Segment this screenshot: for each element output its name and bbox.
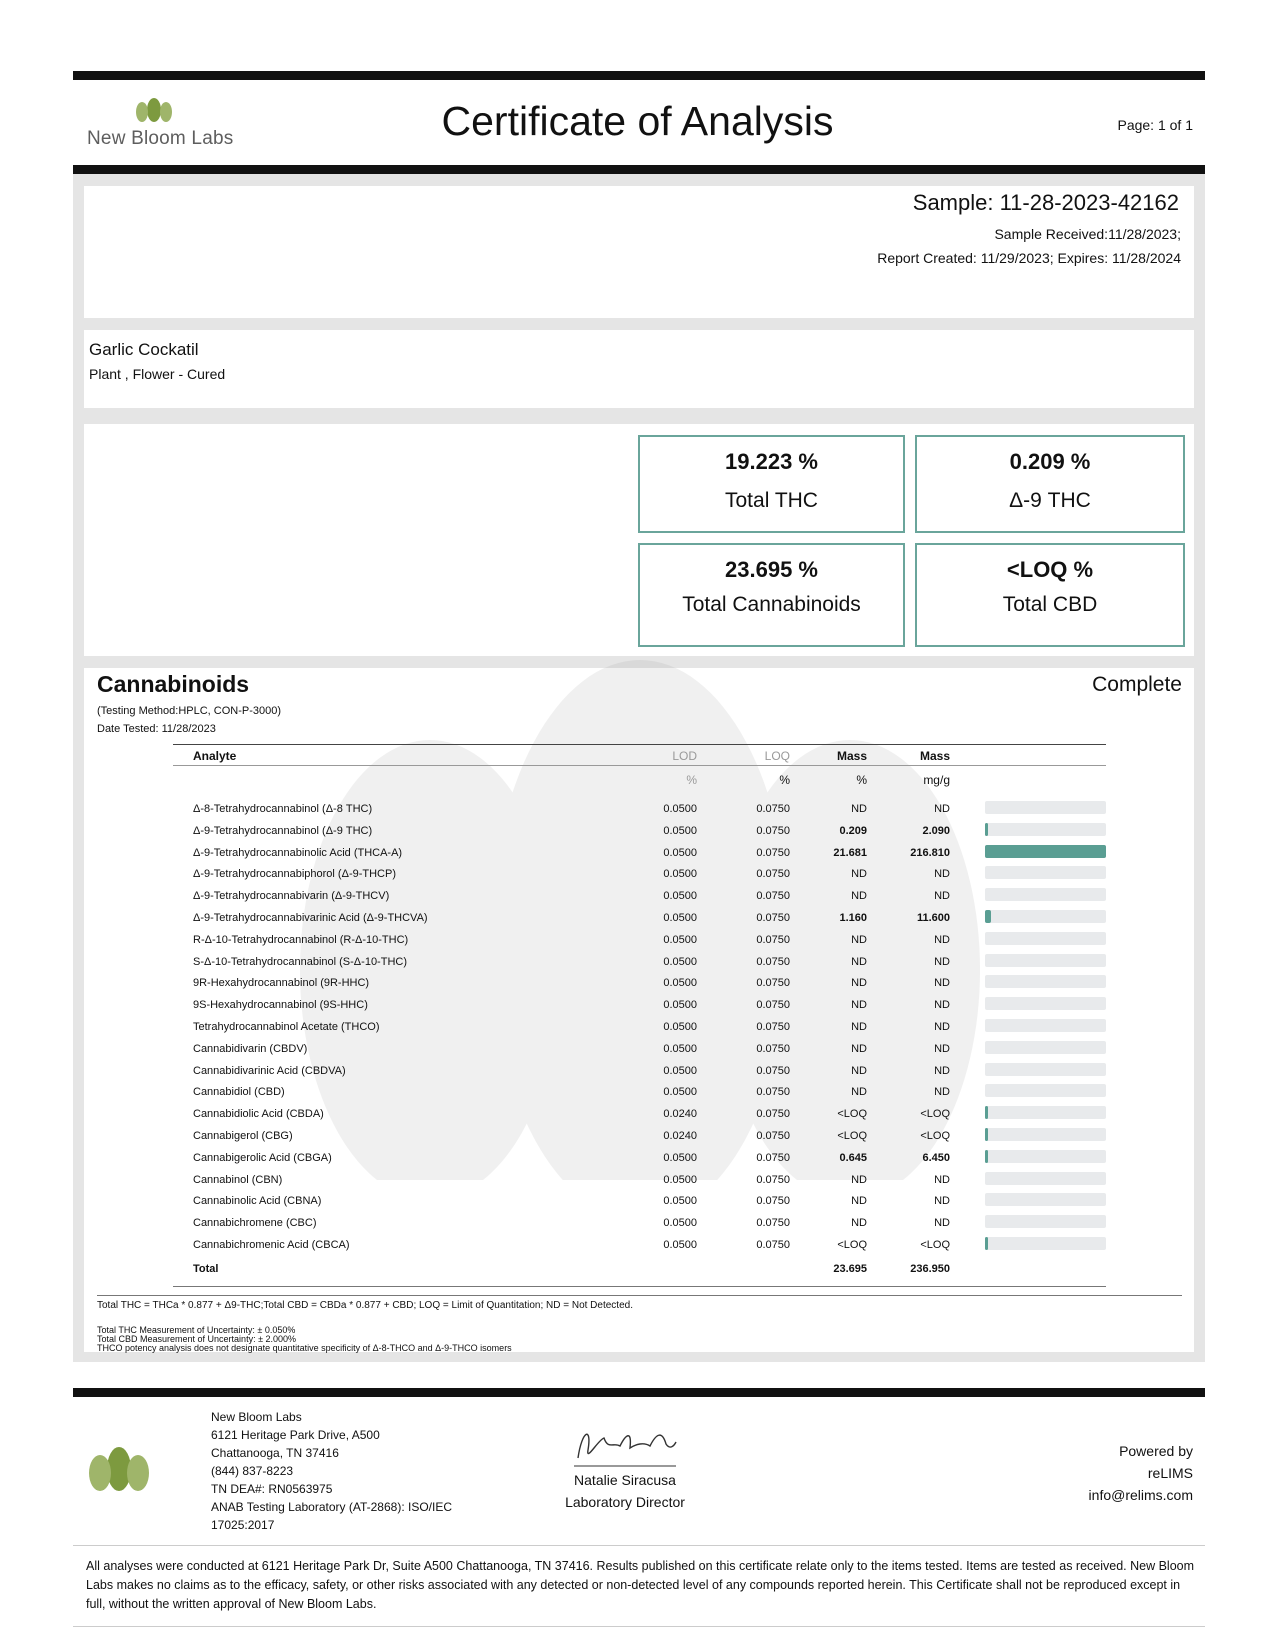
analyte-cell: Cannabinol (CBN): [193, 1173, 283, 1186]
level-bar: [985, 975, 1106, 988]
loq-cell: 0.0750: [756, 1151, 790, 1164]
table-row: [0, 977, 1275, 998]
analyte-cell: Cannabidiol (CBD): [193, 1086, 285, 1099]
analyte-cell: Cannabigerolic Acid (CBGA): [193, 1151, 332, 1164]
powered-by: [1089, 1440, 1193, 1506]
lod-cell: 0.0500: [663, 868, 697, 881]
lod-cell: 0.0500: [663, 1217, 697, 1230]
kpi-value: 19.223 %: [725, 449, 818, 474]
analyte-cell: Cannabigerol (CBG): [193, 1130, 293, 1142]
mass-mg-cell: 11.600: [916, 912, 950, 924]
kpi-total-cbd: [915, 543, 1185, 647]
analyte-cell: Δ-9-Tetrahydrocannabiphorol (Δ-9-THCP): [193, 868, 396, 881]
loq-cell: 0.0750: [756, 1108, 790, 1121]
table-row: [0, 1130, 1275, 1151]
analyte-cell: R-Δ-10-Tetrahydrocannabinol (R-Δ-10-THC): [193, 933, 409, 946]
level-bar-fill: [985, 845, 1106, 858]
mass-pct-cell: ND: [851, 1195, 867, 1208]
kpi-d9-thc: [915, 435, 1185, 533]
level-bar: [985, 1041, 1106, 1054]
mass-mg-cell: <LOQ: [920, 1130, 950, 1142]
level-bar: [985, 823, 1106, 836]
mass-mg-cell: 216.810: [910, 846, 950, 859]
kpi-value: 23.695 %: [725, 557, 818, 582]
loq-cell: 0.0750: [756, 803, 790, 815]
product-name: Garlic Cockatil: [89, 340, 199, 359]
mass-pct-cell: ND: [851, 890, 867, 903]
mass-pct-cell: ND: [851, 999, 867, 1012]
analyte-cell: Cannabidivarin (CBDV): [193, 1042, 308, 1055]
mass-pct-cell: 1.160: [839, 912, 867, 924]
loq-cell: 0.0750: [756, 977, 790, 990]
mass-pct-cell: 0.209: [839, 824, 867, 837]
header-bottom-rule: [73, 165, 1205, 174]
section-title: Cannabinoids: [97, 671, 250, 697]
mass-mg-cell: ND: [934, 933, 950, 946]
mass-pct-cell: ND: [851, 977, 867, 990]
loq-cell: 0.0750: [756, 890, 790, 903]
table-bottom-rule: [173, 1286, 1106, 1287]
lod-cell: 0.0500: [663, 824, 697, 837]
loq-cell: 0.0750: [756, 1239, 790, 1251]
loq-cell: 0.0750: [756, 912, 790, 924]
mass-pct-cell: ND: [851, 803, 867, 815]
kpi-label: Total CBD: [1002, 593, 1098, 616]
level-bar: [985, 1150, 1106, 1163]
sample-received: Sample Received:11/28/2023;: [994, 226, 1181, 242]
table-row: [0, 803, 1275, 824]
mass-mg-cell: ND: [934, 955, 950, 968]
table-total-row: [0, 1263, 1275, 1284]
level-bar: [985, 1019, 1106, 1032]
mass-mg-cell: ND: [934, 977, 950, 990]
powered-email[interactable]: info@relims.com: [1088, 1487, 1193, 1503]
level-bar-fill: [985, 910, 991, 923]
level-bar: [985, 1215, 1106, 1228]
status-badge: Complete: [1092, 673, 1182, 696]
kpi-total-cannabinoids: [638, 543, 905, 647]
loq-cell: 0.0750: [756, 1217, 790, 1230]
unit-mass-mg: mg/g: [923, 773, 950, 787]
loq-cell: 0.0750: [756, 1195, 790, 1208]
address-line: TN DEA#: RN0563975: [211, 1482, 333, 1496]
mass-mg-cell: ND: [934, 868, 950, 881]
address-line: Chattanooga, TN 37416: [211, 1446, 339, 1460]
loq-cell: 0.0750: [756, 1130, 790, 1142]
level-bar: [985, 1084, 1106, 1097]
lod-cell: 0.0500: [663, 1151, 697, 1164]
table-row: [0, 890, 1275, 911]
table-row: [0, 868, 1275, 889]
mass-mg-cell: ND: [934, 890, 950, 903]
loq-cell: 0.0750: [756, 1173, 790, 1186]
table-row: [0, 1217, 1275, 1238]
analyte-cell: 9R-Hexahydrocannabinol (9R-HHC): [193, 977, 370, 990]
unit-loq: %: [779, 773, 790, 787]
powered-line: reLIMS: [1147, 1465, 1193, 1481]
lod-cell: 0.0500: [663, 912, 697, 924]
level-bar: [985, 1237, 1106, 1250]
lod-cell: 0.0500: [663, 1195, 697, 1208]
lod-cell: 0.0500: [663, 1086, 697, 1099]
table-row: [0, 1174, 1275, 1195]
table-row: [0, 1239, 1275, 1260]
loq-cell: 0.0750: [756, 846, 790, 859]
address-line: New Bloom Labs: [211, 1410, 302, 1424]
mass-pct-cell: 0.645: [839, 1151, 867, 1164]
disclaimer-bottom-rule: [73, 1626, 1205, 1627]
lod-cell: 0.0500: [663, 890, 697, 903]
level-bar-fill: [985, 1150, 988, 1163]
mass-mg-cell: <LOQ: [920, 1239, 950, 1251]
logo-text: New Bloom Labs: [87, 128, 234, 149]
mass-mg-cell: ND: [934, 1086, 950, 1099]
table-row: [0, 1043, 1275, 1064]
level-bar: [985, 1172, 1106, 1185]
header-rule: [173, 765, 1106, 766]
mass-pct-cell: ND: [851, 1173, 867, 1186]
mass-pct-cell: ND: [851, 868, 867, 881]
total-label: Total: [193, 1263, 219, 1275]
level-bar-fill: [985, 1106, 988, 1119]
analyte-cell: Δ-9-Tetrahydrocannabinolic Acid (THCA-A): [193, 846, 403, 859]
level-bar: [985, 888, 1106, 901]
lod-cell: 0.0240: [663, 1108, 697, 1121]
address-line: ANAB Testing Laboratory (AT-2868): ISO/IEC: [211, 1500, 452, 1514]
report-dates: Report Created: 11/29/2023; Expires: 11/28/2024: [877, 250, 1181, 266]
table-row: [0, 1065, 1275, 1086]
mass-mg-cell: <LOQ: [920, 1108, 950, 1121]
level-bar-fill: [985, 823, 988, 836]
mass-mg-cell: ND: [934, 1064, 950, 1077]
analyte-cell: Δ-9-Tetrahydrocannabinol (Δ-9 THC): [193, 824, 373, 837]
mass-mg-cell: 6.450: [922, 1151, 950, 1164]
table-row: [0, 1195, 1275, 1216]
level-bar: [985, 1193, 1106, 1206]
mass-pct-cell: ND: [851, 1021, 867, 1033]
lod-cell: 0.0500: [663, 803, 697, 815]
mass-mg-cell: 2.090: [922, 824, 950, 837]
loq-cell: 0.0750: [756, 1021, 790, 1033]
product-type: Plant , Flower - Cured: [89, 366, 226, 382]
level-bar: [985, 866, 1106, 879]
total-pct: 23.695: [833, 1263, 867, 1275]
mass-mg-cell: ND: [934, 1042, 950, 1055]
signer-role: Laboratory Director: [565, 1494, 685, 1510]
level-bar: [985, 932, 1106, 945]
loq-cell: 0.0750: [756, 824, 790, 837]
table-row: [0, 1021, 1275, 1042]
mass-mg-cell: ND: [934, 1217, 950, 1230]
table-top-rule: [173, 744, 1106, 745]
table-row: [0, 847, 1275, 868]
analyte-cell: Cannabidiolic Acid (CBDA): [193, 1108, 324, 1121]
thco-note: THCO potency analysis does not designate quantitative specificity of Δ-8-THCO and Δ-9-THCO isomers: [97, 1343, 512, 1353]
kpi-label: Total Cannabinoids: [682, 593, 861, 616]
table-row: [0, 1152, 1275, 1173]
level-bar: [985, 1128, 1106, 1141]
powered-line: Powered by: [1119, 1443, 1193, 1459]
analyte-cell: Cannabichromenic Acid (CBCA): [193, 1239, 350, 1251]
mass-pct-cell: <LOQ: [837, 1130, 867, 1142]
total-mg: 236.950: [910, 1263, 950, 1275]
analyte-cell: Δ-8-Tetrahydrocannabinol (Δ-8 THC): [193, 803, 373, 815]
lod-cell: 0.0500: [663, 999, 697, 1012]
disclaimer-top-rule: [73, 1545, 1205, 1546]
column-header-analyte: Analyte: [193, 749, 237, 763]
kpi-total-thc: [638, 435, 905, 533]
footer-logo-icon: [84, 1445, 154, 1495]
footer-top-rule: [73, 1388, 1205, 1397]
kpi-label: Total THC: [725, 489, 818, 512]
column-header-loq: LOQ: [764, 749, 790, 763]
sample-id: Sample: 11-28-2023-42162: [912, 190, 1179, 215]
level-bar-fill: [985, 1128, 988, 1141]
formula-note: Total THC = THCa * 0.877 + Δ9-THC;Total CBD = CBDa * 0.877 + CBD; LOQ = Limit of Quantitation; ND = Not Detected.: [97, 1300, 633, 1311]
loq-cell: 0.0750: [756, 868, 790, 881]
mass-pct-cell: ND: [851, 1064, 867, 1077]
page-title: Certificate of Analysis: [441, 98, 834, 144]
table-row: [0, 956, 1275, 977]
analyte-cell: 9S-Hexahydrocannabinol (9S-HHC): [193, 999, 368, 1012]
testing-method: (Testing Method:HPLC, CON-P-3000): [97, 705, 282, 717]
lod-cell: 0.0500: [663, 1064, 697, 1077]
page-number: Page: 1 of 1: [1117, 117, 1193, 133]
signature-image: [570, 1420, 680, 1470]
column-header-mass-pct: Mass: [836, 749, 867, 763]
analyte-cell: Cannabinolic Acid (CBNA): [193, 1195, 322, 1208]
level-bar: [985, 954, 1106, 967]
mass-pct-cell: 21.681: [833, 846, 867, 859]
mass-mg-cell: ND: [934, 803, 950, 815]
analyte-cell: Δ-9-Tetrahydrocannabivarin (Δ-9-THCV): [193, 890, 390, 903]
loq-cell: 0.0750: [756, 1064, 790, 1077]
table-row: [0, 1086, 1275, 1107]
table-row: [0, 1108, 1275, 1129]
address-line: 17025:2017: [211, 1518, 275, 1532]
lod-cell: 0.0500: [663, 1173, 697, 1186]
mass-pct-cell: ND: [851, 955, 867, 968]
level-bar: [985, 845, 1106, 858]
address-line: 6121 Heritage Park Drive, A500: [211, 1428, 380, 1442]
mass-mg-cell: ND: [934, 1173, 950, 1186]
column-header-mass-mg: Mass: [919, 749, 950, 763]
table-row: [0, 912, 1275, 933]
mass-pct-cell: ND: [851, 1086, 867, 1099]
unit-lod: %: [686, 773, 697, 787]
lod-cell: 0.0500: [663, 933, 697, 946]
lod-cell: 0.0500: [663, 846, 697, 859]
loq-cell: 0.0750: [756, 955, 790, 968]
date-tested: Date Tested: 11/28/2023: [97, 723, 216, 735]
lod-cell: 0.0500: [663, 955, 697, 968]
loq-cell: 0.0750: [756, 999, 790, 1012]
address-line: (844) 837-8223: [211, 1464, 294, 1478]
uncertainty-cbd: Total CBD Measurement of Uncertainty: ± 2.000%: [97, 1334, 297, 1344]
lod-cell: 0.0500: [663, 1042, 697, 1055]
lab-address: [211, 1408, 452, 1534]
loq-cell: 0.0750: [756, 1086, 790, 1099]
uncertainty-thc: Total THC Measurement of Uncertainty: ± 0.050%: [97, 1325, 296, 1335]
signer-name: Natalie Siracusa: [574, 1472, 676, 1488]
column-header-lod: LOD: [672, 749, 697, 763]
level-bar-fill: [985, 1237, 988, 1250]
level-bar: [985, 997, 1106, 1010]
kpi-label: Δ-9 THC: [1009, 489, 1091, 512]
level-bar: [985, 910, 1106, 923]
product-box: [84, 330, 1194, 408]
level-bar: [985, 1106, 1106, 1119]
mass-mg-cell: ND: [934, 1021, 950, 1033]
lod-cell: 0.0500: [663, 977, 697, 990]
mass-pct-cell: <LOQ: [837, 1108, 867, 1121]
lod-cell: 0.0500: [663, 1239, 697, 1251]
loq-cell: 0.0750: [756, 933, 790, 946]
analyte-cell: Δ-9-Tetrahydrocannabivarinic Acid (Δ-9-THCVA): [193, 912, 428, 924]
disclaimer: All analyses were conducted at 6121 Heritage Park Dr, Suite A500 Chattanooga, TN 37416. Results published on this certificate relate only to the items tested. Items are tested as received. New Bloom Labs makes no claims as to the efficacy, safety, or other risks associated with any detected or non-detected level of any compounds reported herein. This Certificate shall not be reproduced except in full, without the written approval of New Bloom Labs.: [86, 1559, 1195, 1611]
top-rule: [73, 71, 1205, 80]
lod-cell: 0.0500: [663, 1021, 697, 1033]
mass-pct-cell: ND: [851, 1217, 867, 1230]
analyte-cell: S-Δ-10-Tetrahydrocannabinol (S-Δ-10-THC): [193, 955, 407, 968]
mass-pct-cell: <LOQ: [837, 1239, 867, 1251]
kpi-value: 0.209 %: [1009, 449, 1091, 474]
analyte-cell: Tetrahydrocannabinol Acetate (THCO): [193, 1021, 380, 1033]
analyte-cell: Cannabichromene (CBC): [193, 1217, 317, 1230]
lod-cell: 0.0240: [663, 1130, 697, 1142]
mass-pct-cell: ND: [851, 1042, 867, 1055]
analyte-cell: Cannabidivarinic Acid (CBDVA): [193, 1064, 346, 1077]
mass-mg-cell: ND: [934, 1195, 950, 1208]
table-row: [0, 999, 1275, 1020]
mass-mg-cell: ND: [934, 999, 950, 1012]
unit-mass-pct: %: [856, 773, 867, 787]
level-bar: [985, 1063, 1106, 1076]
loq-cell: 0.0750: [756, 1042, 790, 1055]
table-row: [0, 825, 1275, 846]
notes-rule: [97, 1295, 1182, 1296]
mass-pct-cell: ND: [851, 933, 867, 946]
kpi-value: <LOQ %: [1006, 557, 1094, 582]
table-row: [0, 934, 1275, 955]
level-bar: [985, 801, 1106, 814]
